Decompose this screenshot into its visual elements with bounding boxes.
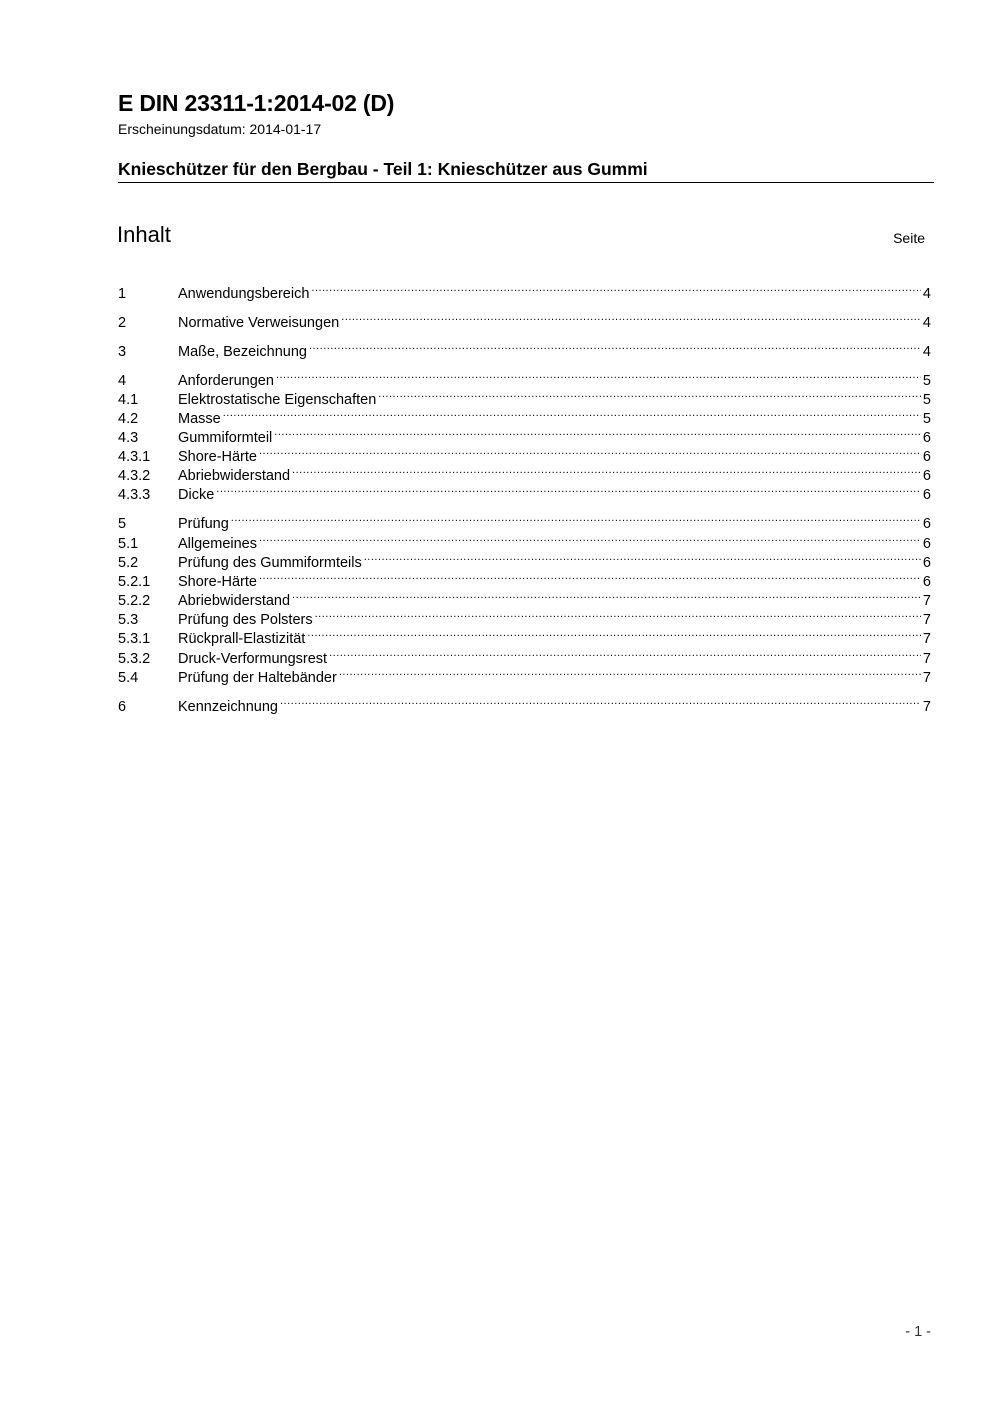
toc-entry-page: 4 (922, 344, 931, 360)
toc-entry-number: 5.3.2 (118, 651, 151, 667)
toc-dot-leader (231, 509, 921, 528)
toc-entry-label: Prüfung des Gummiformteils (178, 555, 362, 571)
toc-entry[interactable] (118, 548, 931, 571)
toc-entry-number: 5.3 (118, 612, 139, 628)
toc-entry-label: Gummiformteil (178, 430, 273, 446)
toc-entry-label: Prüfung des Polsters (178, 612, 313, 628)
toc-entry-number: 5.2 (118, 555, 139, 571)
toc-dot-leader (259, 529, 921, 548)
toc-entry[interactable] (118, 663, 931, 686)
toc-dot-leader (276, 366, 921, 385)
toc-entry-number: 4.3.3 (118, 487, 151, 503)
toc-dot-leader (216, 480, 921, 499)
toc-entry-number: 2 (118, 315, 127, 331)
toc-entry-page: 6 (922, 516, 931, 532)
publication-date: Erscheinungsdatum: 2014-01-17 (118, 121, 322, 137)
toc-entry[interactable] (118, 461, 931, 484)
title-divider (118, 182, 934, 183)
toc-dot-leader (274, 423, 921, 442)
toc-dot-leader (280, 692, 921, 711)
toc-entry-label: Druck-Verformungsrest (178, 651, 328, 667)
toc-entry-label: Elektrostatische Eigenschaften (178, 392, 377, 408)
toc-dot-leader (307, 624, 921, 643)
page-number: - 1 - (905, 1324, 931, 1340)
toc-entry[interactable] (118, 624, 931, 647)
toc-entry[interactable] (118, 385, 931, 408)
toc-entry-number: 5.2.2 (118, 593, 151, 609)
toc-entry-page: 6 (922, 574, 931, 590)
toc-entry-label: Abriebwiderstand (178, 593, 291, 609)
toc-entry-label: Kennzeichnung (178, 699, 278, 715)
toc-entry-page: 5 (922, 392, 931, 408)
toc-entry-label: Rückprall-Elastizität (178, 631, 306, 647)
toc-dot-leader (309, 337, 921, 356)
toc-entry[interactable] (118, 644, 931, 667)
toc-entry[interactable] (118, 442, 931, 465)
toc-dot-leader (259, 442, 921, 461)
toc-dot-leader (292, 461, 921, 480)
toc-entry-page: 5 (922, 373, 931, 389)
toc-entry-page: 4 (922, 286, 931, 302)
toc-entry[interactable] (118, 279, 931, 302)
toc-entry-number: 4.2 (118, 411, 139, 427)
toc-entry-page: 5 (922, 411, 931, 427)
toc-heading: Inhalt (117, 222, 171, 247)
toc-entry-page: 6 (922, 468, 931, 484)
toc-entry-number: 5.3.1 (118, 631, 151, 647)
toc-entry-page: 6 (922, 449, 931, 465)
toc-entry-number: 4.3 (118, 430, 139, 446)
toc-entry-page: 7 (922, 699, 931, 715)
toc-dot-leader (378, 385, 921, 404)
toc-entry-number: 5.4 (118, 670, 139, 686)
toc-entry-label: Prüfung der Haltebänder (178, 670, 337, 686)
toc-entry-label: Maße, Bezeichnung (178, 344, 307, 360)
toc-entry[interactable] (118, 404, 931, 427)
toc-entry-label: Masse (178, 411, 221, 427)
toc-entry-page: 7 (922, 670, 931, 686)
toc-entry-number: 4.1 (118, 392, 139, 408)
toc-entry-page: 7 (922, 612, 931, 628)
toc-dot-leader (223, 404, 921, 423)
toc-dot-leader (292, 586, 921, 605)
toc-entry[interactable] (118, 529, 931, 552)
toc-entry-page: 7 (922, 631, 931, 647)
toc-entry[interactable] (118, 509, 931, 532)
toc-dot-leader (339, 663, 921, 682)
toc-entry[interactable] (118, 423, 931, 446)
toc-dot-leader (259, 567, 921, 586)
doc-title: Knieschützer für den Bergbau - Teil 1: Knieschützer aus Gummi (118, 159, 648, 179)
toc-entry-page: 7 (922, 651, 931, 667)
toc-entry-label: Anforderungen (178, 373, 274, 389)
toc-entry-label: Abriebwiderstand (178, 468, 291, 484)
toc-entry-number: 1 (118, 286, 127, 302)
toc-entry-number: 5.2.1 (118, 574, 151, 590)
toc-entry-label: Shore-Härte (178, 449, 257, 465)
toc-entry-number: 4 (118, 373, 127, 389)
toc-dot-leader (364, 548, 921, 567)
toc-entry-page: 6 (922, 555, 931, 571)
toc-entry-page: 6 (922, 536, 931, 552)
toc-entry-page: 6 (922, 487, 931, 503)
doc-number: E DIN 23311-1:2014-02 (D) (118, 90, 395, 116)
toc-dot-leader (311, 279, 921, 298)
toc-dot-leader (315, 605, 921, 624)
toc-entry[interactable] (118, 366, 931, 389)
toc-entry[interactable] (118, 605, 931, 628)
toc-entry-label: Normative Verweisungen (178, 315, 340, 331)
toc-entry-label: Allgemeines (178, 536, 257, 552)
toc-entry-number: 6 (118, 699, 127, 715)
toc-entry-page: 6 (922, 430, 931, 446)
toc-entry-label: Prüfung (178, 516, 229, 532)
toc-entry[interactable] (118, 586, 931, 609)
toc-entry[interactable] (118, 337, 931, 360)
page-column-label: Seite (893, 230, 925, 246)
toc-entry[interactable] (118, 692, 931, 715)
toc-entry-page: 4 (922, 315, 931, 331)
toc-entry-number: 4.3.2 (118, 468, 151, 484)
toc-entry[interactable] (118, 480, 931, 503)
toc-entry-label: Dicke (178, 487, 215, 503)
toc-entry[interactable] (118, 308, 931, 331)
toc-entry-page: 7 (922, 593, 931, 609)
toc-entry-number: 5.1 (118, 536, 139, 552)
toc-dot-leader (329, 644, 921, 663)
toc-entry-label: Shore-Härte (178, 574, 257, 590)
toc-entry[interactable] (118, 567, 931, 590)
toc-dot-leader (341, 308, 921, 327)
toc-entry-label: Anwendungsbereich (178, 286, 310, 302)
toc-entry-number: 3 (118, 344, 127, 360)
toc-entry-number: 5 (118, 516, 127, 532)
toc-entry-number: 4.3.1 (118, 449, 151, 465)
